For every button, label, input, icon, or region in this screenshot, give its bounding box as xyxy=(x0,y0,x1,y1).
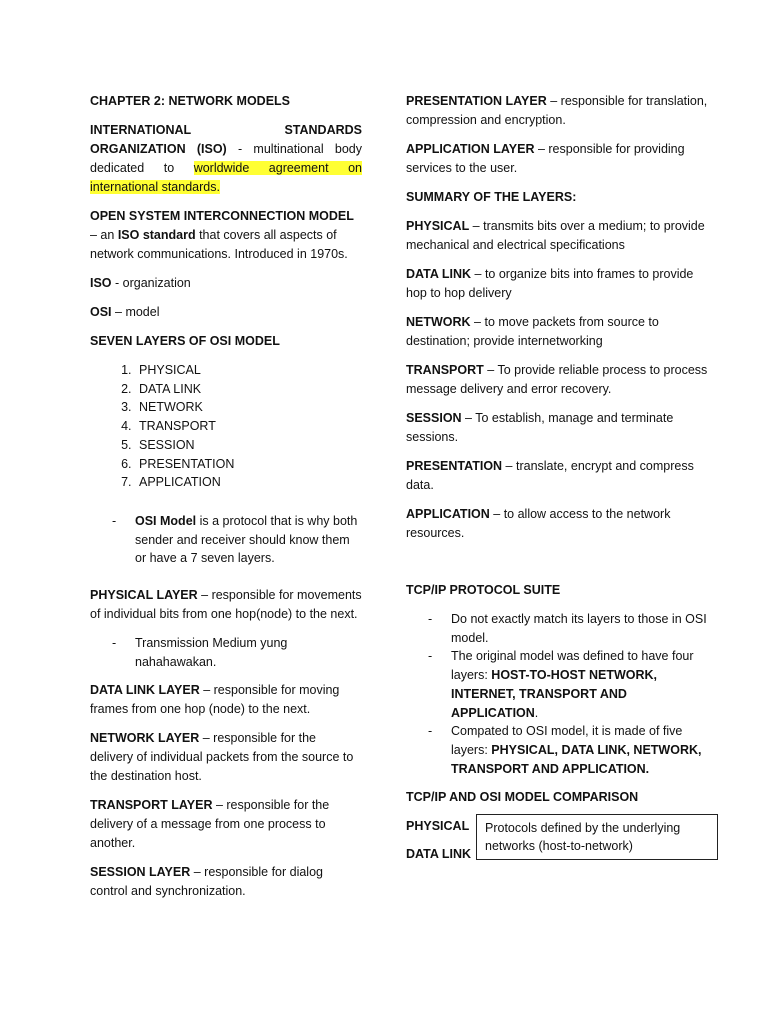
summary-datalink: DATA LINK – to organize bits into frames to provide hop to hop delivery xyxy=(406,267,694,300)
list-item: 3. NETWORK xyxy=(135,398,362,417)
application-layer: APPLICATION LAYER – responsible for providing services to the user. xyxy=(406,142,685,175)
list-item: - Compated to OSI model, it is made of five layers: PHYSICAL, DATA LINK, NETWORK, TRANSPORT AND APPLICATION. xyxy=(428,724,702,776)
list-item: 5. SESSION xyxy=(135,436,362,455)
list-item: 7. APPLICATION xyxy=(135,473,362,492)
comparison-title: TCP/IP AND OSI MODEL COMPARISON xyxy=(406,790,639,805)
osi-note-list xyxy=(90,512,362,568)
list-item: - The original model was defined to have four layers: HOST-TO-HOST NETWORK, INTERNET, TRANSPORT AND APPLICATION. xyxy=(428,649,694,720)
seven-layers-title: SEVEN LAYERS OF OSI MODEL xyxy=(90,334,280,348)
osi-definition: OPEN SYSTEM INTERCONNECTION MODEL – an ISO standard that covers all aspects of network communications. Introduced in 1970s. xyxy=(90,209,354,261)
list-item: 1. PHYSICAL xyxy=(135,361,362,380)
osi-short: OSI – model xyxy=(90,305,160,319)
datalink-layer: DATA LINK LAYER – responsible for moving frames from one hop (node) to the next. xyxy=(90,683,340,717)
summary-session: SESSION – To establish, manage and terminate sessions. xyxy=(406,411,674,444)
chapter-title: CHAPTER 2: NETWORK MODELS xyxy=(90,94,290,108)
physical-note-list xyxy=(90,634,362,671)
presentation-layer: PRESENTATION LAYER – responsible for translation, compression and encryption. xyxy=(406,94,708,127)
summary-presentation: PRESENTATION – translate, encrypt and compress data. xyxy=(406,459,694,492)
iso-short: ISO - organization xyxy=(90,276,191,290)
summary-transport: TRANSPORT – To provide reliable process to process message delivery and error recovery. xyxy=(406,363,708,396)
iso-highlight: worldwide agreement on international standards. xyxy=(90,161,362,194)
iso-definition: INTERNATIONAL STANDARDS ORGANIZATION (ISO) - multinational body dedicated to worldwide agreement on international standards. xyxy=(90,123,362,194)
cmp-label-datalink: DATA LINK xyxy=(406,847,472,862)
cmp-label-physical: PHYSICAL xyxy=(406,819,470,834)
physical-layer: PHYSICAL LAYER – responsible for movements of individual bits from one hop(node) to the next. xyxy=(90,588,362,622)
list-item: 6. PRESENTATION xyxy=(135,455,362,474)
list-item: 2. DATA LINK xyxy=(135,380,362,399)
summary-network: NETWORK – to move packets from source to destination; provide internetworking xyxy=(406,315,659,348)
list-item: 4. TRANSPORT xyxy=(135,417,362,436)
transport-layer: TRANSPORT LAYER – responsible for the delivery of a message from one process to another. xyxy=(90,798,330,851)
osi-label: OPEN SYSTEM INTERCONNECTION MODEL xyxy=(90,209,354,223)
list-item: - OSI Model is a protocol that is why both sender and receiver should know them or have a 7 seven layers. xyxy=(112,513,358,566)
iso-label: INTERNATIONAL STANDARDS ORGANIZATION (ISO) xyxy=(90,123,362,156)
cmp-box: Protocols defined by the underlying networks (host-to-network) xyxy=(476,814,718,860)
tcp-title: TCP/IP PROTOCOL SUITE xyxy=(406,583,561,597)
left-column xyxy=(90,92,362,911)
tcp-list xyxy=(406,610,716,778)
list-item: - Do not exactly match its layers to those in OSI model. xyxy=(428,612,707,645)
right-column xyxy=(406,92,716,877)
summary-application: APPLICATION – to allow access to the network resources. xyxy=(406,507,671,540)
layers-list xyxy=(90,361,362,492)
session-layer: SESSION LAYER – responsible for dialog control and synchronization. xyxy=(90,865,323,899)
comparison-table xyxy=(406,817,716,877)
list-item: - Transmission Medium yung nahahawakan. xyxy=(112,636,288,669)
network-layer: NETWORK LAYER – responsible for the delivery of individual packets from the source to the destination host. xyxy=(90,731,354,784)
summary-physical: PHYSICAL – transmits bits over a medium; to provide mechanical and electrical specifications xyxy=(406,219,705,252)
summary-title: SUMMARY OF THE LAYERS: xyxy=(406,190,577,204)
